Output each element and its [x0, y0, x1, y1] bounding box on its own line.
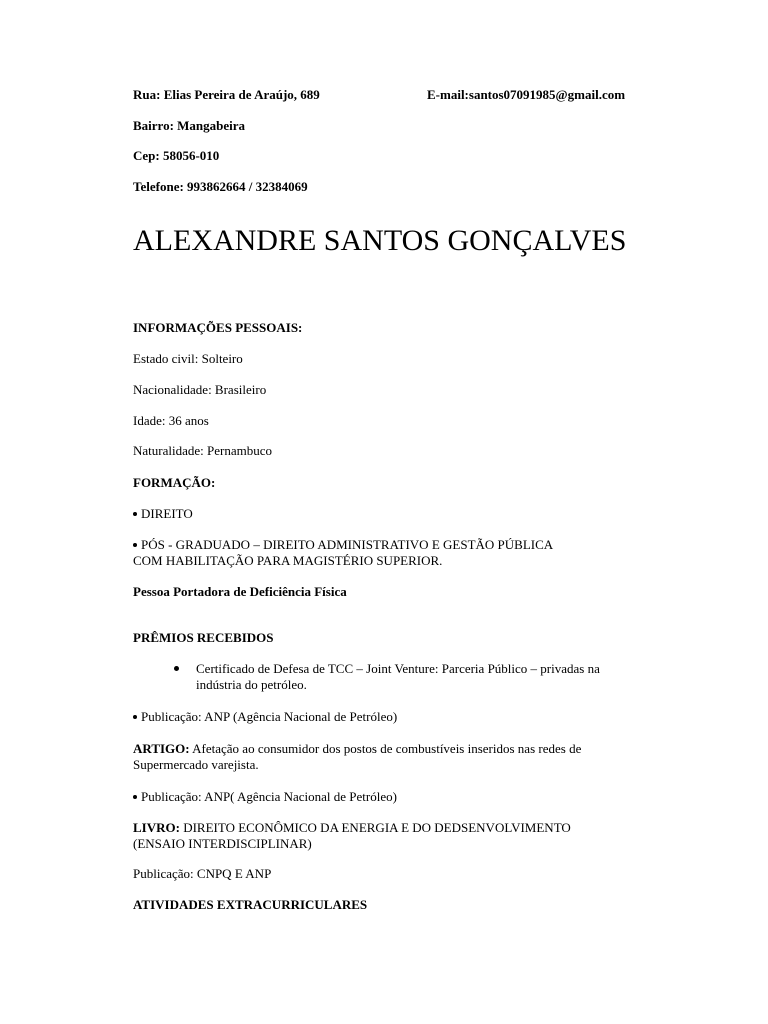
email-address: E-mail:santos07091985@gmail.com — [427, 87, 626, 102]
publication-label: Publicação: ANP( Agência Nacional de Petróleo) — [141, 789, 397, 804]
age: Idade: 36 anos — [133, 413, 209, 428]
awards-heading: PRÊMIOS RECEBIDOS — [133, 630, 274, 645]
article-title-cont: Supermercado varejista. — [133, 757, 259, 772]
extracurricular-heading: ATIVIDADES EXTRACURRICULARES — [133, 897, 368, 912]
book-title: DIREITO ECONÔMICO DA ENERGIA E DO DEDSENVOLVIMENTO — [179, 820, 571, 835]
education-item-postgrad — [133, 537, 553, 552]
book-title-cont: (ENSAIO INTERDISCIPLINAR) — [133, 836, 312, 851]
bullet-icon — [133, 715, 137, 719]
article-title: Afetação ao consumidor dos postos de combustíveis inseridos nas redes de — [189, 741, 582, 756]
bullet-icon — [133, 795, 137, 799]
bullet-icon — [133, 512, 137, 516]
publication-label: Publicação: ANP (Agência Nacional de Petróleo) — [141, 709, 398, 724]
marital-status: Estado civil: Solteiro — [133, 351, 243, 366]
birthplace: Naturalidade: Pernambuco — [133, 443, 272, 458]
address-neighborhood: Bairro: Mangabeira — [133, 118, 246, 133]
nationality: Nacionalidade: Brasileiro — [133, 382, 267, 397]
award-certificate: Certificado de Defesa de TCC – Joint Venture: Parceria Público – privadas na — [196, 661, 600, 676]
full-name-heading: ALEXANDRE SANTOS GONÇALVES — [133, 224, 627, 257]
education-item-label: DIREITO — [141, 506, 193, 521]
book-label: LIVRO: — [133, 820, 180, 835]
education-item-label: PÓS - GRADUADO – DIREITO ADMINISTRATIVO E GESTÃO PÚBLICA — [141, 537, 554, 552]
bullet-icon — [174, 666, 179, 671]
article-label: ARTIGO: — [133, 741, 190, 756]
publication-2 — [133, 789, 397, 804]
phone-number: Telefone: 993862664 / 32384069 — [133, 179, 308, 194]
publication-3: Publicação: CNPQ E ANP — [133, 866, 272, 881]
bullet-icon — [133, 543, 137, 547]
book-entry — [133, 820, 571, 835]
award-certificate-cont: indústria do petróleo. — [196, 677, 307, 692]
postal-code: Cep: 58056-010 — [133, 148, 220, 163]
education-item-law — [133, 506, 193, 521]
article-entry — [133, 741, 581, 756]
disability-note: Pessoa Portadora de Deficiência Física — [133, 584, 347, 599]
education-item-postgrad-cont: COM HABILITAÇÃO PARA MAGISTÉRIO SUPERIOR. — [133, 553, 443, 568]
address-street: Rua: Elias Pereira de Araújo, 689 — [133, 87, 320, 102]
publication-1 — [133, 709, 397, 724]
education-heading: FORMAÇÃO: — [133, 475, 216, 490]
personal-info-heading: INFORMAÇÕES PESSOAIS: — [133, 320, 303, 335]
